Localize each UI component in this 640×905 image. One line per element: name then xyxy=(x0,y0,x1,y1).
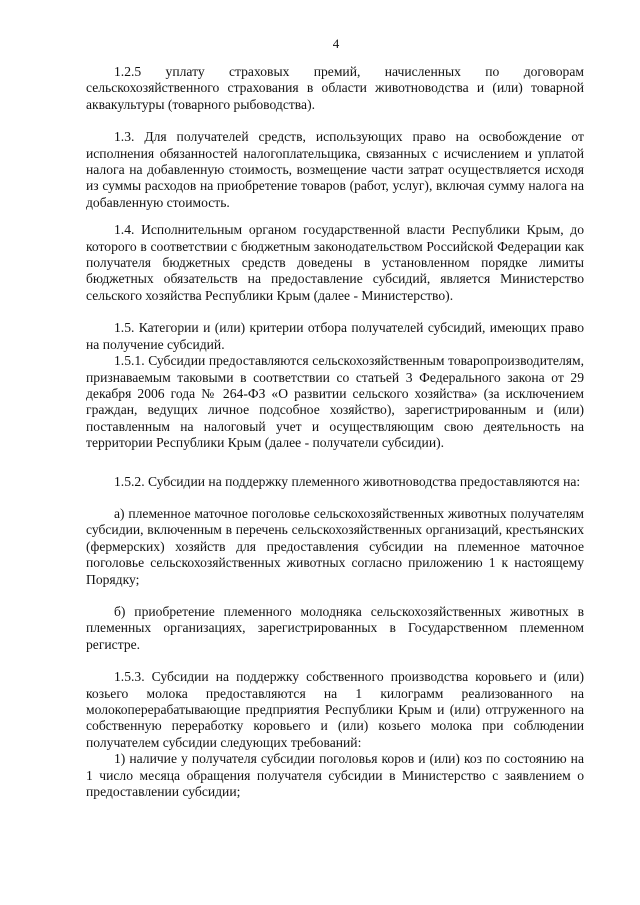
page-number: 4 xyxy=(332,36,340,51)
paragraph-1-3: 1.3. Для получателей средств, использующих право на освобождение от исполнения обязанностей налогоплательщика, связанных с исчислением и уплатой налога на добавленную стоимость, возмещение части затрат осуществляется исходя из суммы расходов на приобретение товаров (работ, услуг), включая сумму налога на добавленную стоимость. xyxy=(86,129,584,210)
paragraph-item-a: а) племенное маточное поголовье сельскохозяйственных животных получателям субсидии, включенным в перечень сельскохозяйственных организаций, крестьянских (фермерских) хозяйств для предоставления субсидии на племенное маточное поголовье сельскохозяйственных животных согласно приложению 1 к настоящему Порядку; xyxy=(86,505,584,587)
document-body xyxy=(86,64,584,800)
paragraph-1-5: 1.5. Категории и (или) критерии отбора получателей субсидий, имеющих право на получение субсидий. xyxy=(86,320,584,352)
paragraph-1-5-2: 1.5.2. Субсидии на поддержку племенного животноводства предоставляются на: xyxy=(114,473,581,489)
paragraph-item-b: б) приобретение племенного молодняка сельскохозяйственных животных в племенных организациях, зарегистрированных в Государственном племенном регистре. xyxy=(86,603,584,652)
paragraph-1-5-3: 1.5.3. Субсидии на поддержку собственного производства коровьего и (или) козьего молока предоставляются на 1 килограмм реализованного на молокоперерабатывающие предприятия Республики Крым и (или) отгруженного на собственную переработку коровьего и (или) козьего молока при соблюдении получателем субсидии следующих требований: xyxy=(86,669,584,750)
paragraph-1-2-5: 1.2.5 уплату страховых премий, начисленных по договорам сельскохозяйственного страхования в области животноводства и (или) товарной аквакультуры (товарного рыбоводства). xyxy=(86,64,584,112)
paragraph-1-4: 1.4. Исполнительным органом государственной власти Республики Крым, до которого в соответствии с бюджетным законодательством Российской Федерации как получателя бюджетных средств доведены в установленном порядке лимиты бюджетных обязательств на предоставление субсидий, является Министерство сельского хозяйства Республики Крым (далее - Министерство). xyxy=(86,222,584,303)
paragraph-requirement-1: 1) наличие у получателя субсидии поголовья коров и (или) коз по состоянию на 1 число месяца обращения получателя субсидии в Министерство с заявлением о предоставлении субсидии; xyxy=(86,751,584,800)
paragraph-1-5-1: 1.5.1. Субсидии предоставляются сельскохозяйственным товаропроизводителям, признаваемым таковыми в соответствии со статьей 3 Федерального закона от 29 декабря 2006 года № 264-ФЗ «О развитии сельского хозяйства» (за исключением граждан, ведущих личное подсобное хозяйство), зарегистрированным и (или) поставленным на налоговый учет и осуществляющим свою деятельность на территории Республики Крым (далее - получатели субсидии). xyxy=(86,353,584,451)
